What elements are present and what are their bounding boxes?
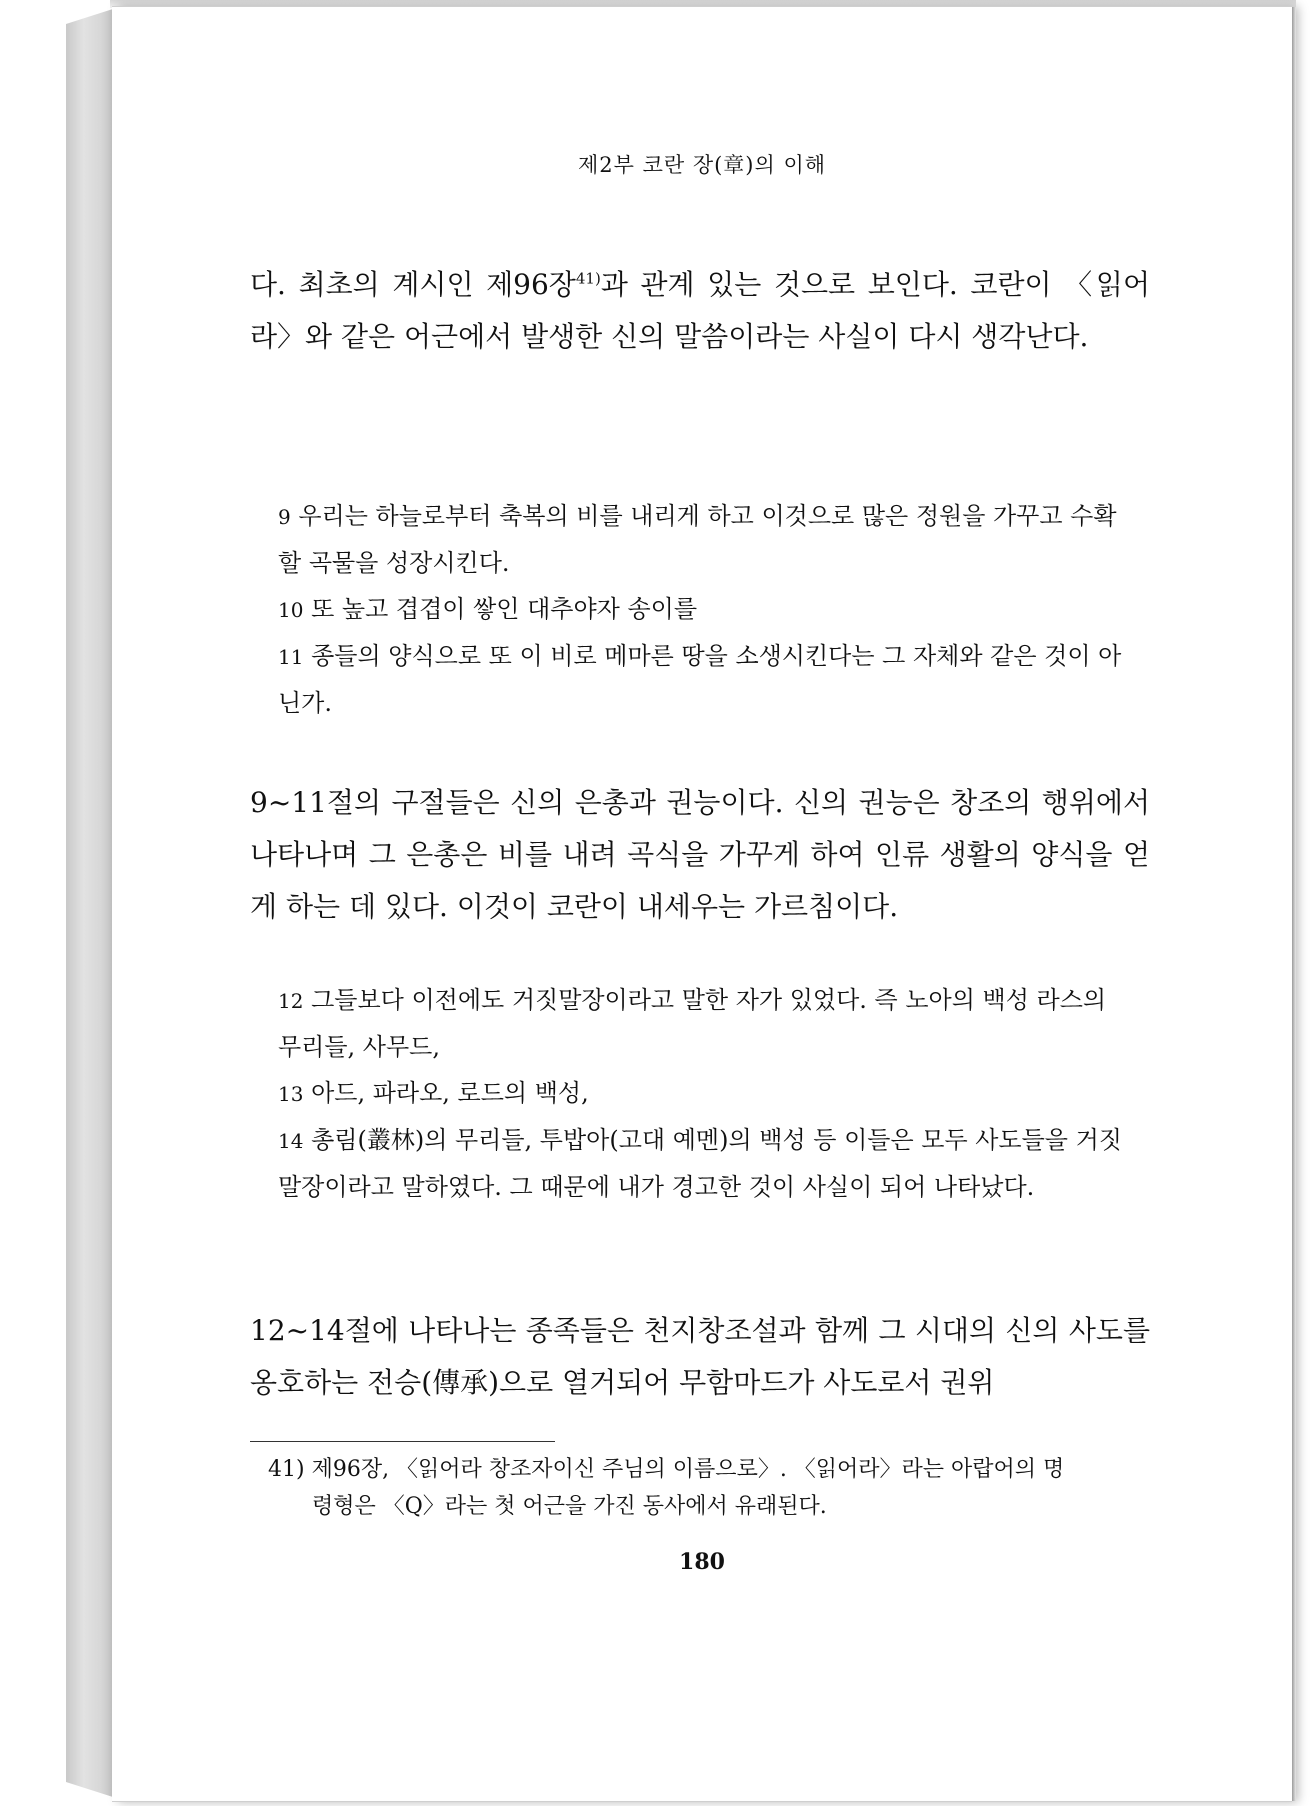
paragraph-3: 12~14절에 나타나는 종족들은 천지창조설과 함께 그 시대의 신의 사도를 옹호하는 전승(傳承)으로 열거되어 무함마드가 사도로서 권위 — [250, 1314, 1150, 1399]
paragraph-1-text: 다. 최초의 계시인 제96장 — [250, 268, 576, 301]
book-page — [112, 6, 1292, 1802]
verse-14 — [278, 1117, 1128, 1210]
footnote-divider — [250, 1441, 555, 1442]
verse-number: 14 — [278, 1129, 304, 1153]
verse-block-1 — [278, 493, 1128, 726]
verse-text: 종들의 양식으로 또 이 비로 메마른 땅을 소생시킨다는 그 자체와 같은 것이 아닌가. — [278, 642, 1122, 717]
verse-9 — [278, 493, 1128, 586]
verse-number: 9 — [278, 505, 291, 529]
verse-11 — [278, 633, 1128, 726]
page-number: 180 — [679, 1549, 725, 1575]
running-head: 제2부 코란 장(章)의 이해 — [577, 153, 827, 177]
verse-text: 우리는 하늘로부터 축복의 비를 내리게 하고 이것으로 많은 정원을 가꾸고 수확할 곡물을 성장시킨다. — [278, 502, 1117, 577]
paragraph-1-text-cont: 과 관계 있는 것으로 보인다. 코란이 〈읽어라〉와 같은 어근에서 발생한 신의 말씀이라는 사실이 다시 생각난다. — [250, 268, 1150, 353]
paragraph-2: 9~11절의 구절들은 신의 은총과 권능이다. 신의 권능은 창조의 행위에서 나타나며 그 은총은 비를 내려 곡식을 가꾸게 하여 인류 생활의 양식을 얻게 하는 데 있다. 이것이 코란이 내세우는 가르침이다. — [250, 786, 1150, 923]
footnote-reference: 41) — [575, 269, 601, 288]
verse-number: 11 — [278, 645, 304, 669]
verse-12 — [278, 977, 1128, 1070]
verse-number: 12 — [278, 989, 304, 1013]
verse-text: 그들보다 이전에도 거짓말장이라고 말한 자가 있었다. 즉 노아의 백성 라스의 무리들, 사무드, — [278, 986, 1107, 1061]
verse-number: 13 — [278, 1082, 304, 1106]
verse-text: 아드, 파라오, 로드의 백성, — [311, 1079, 589, 1107]
verse-13 — [278, 1070, 1128, 1117]
verse-text: 또 높고 겹겹이 쌓인 대추야자 송이를 — [311, 595, 697, 623]
footnote — [268, 1451, 1138, 1525]
verse-text: 총림(叢林)의 무리들, 투밥아(고대 예멘)의 백성 등 이들은 모두 사도들을 거짓말장이라고 말하였다. 그 때문에 내가 경고한 것이 사실이 되어 나타났다. — [278, 1126, 1122, 1201]
footnote-line-1: 41) 제96장, 〈읽어라 창조자이신 주님의 이름으로〉. 〈읽어라〉라는 아랍어의 명 — [268, 1457, 1065, 1482]
verse-10 — [278, 586, 1128, 633]
verse-number: 10 — [278, 598, 304, 622]
footnote-line-2: 령형은 〈Q〉라는 첫 어근을 가진 동사에서 유래된다. — [312, 1494, 827, 1519]
book-spine — [66, 8, 116, 1798]
paragraph-1 — [250, 259, 1150, 363]
verse-block-2 — [278, 977, 1128, 1210]
